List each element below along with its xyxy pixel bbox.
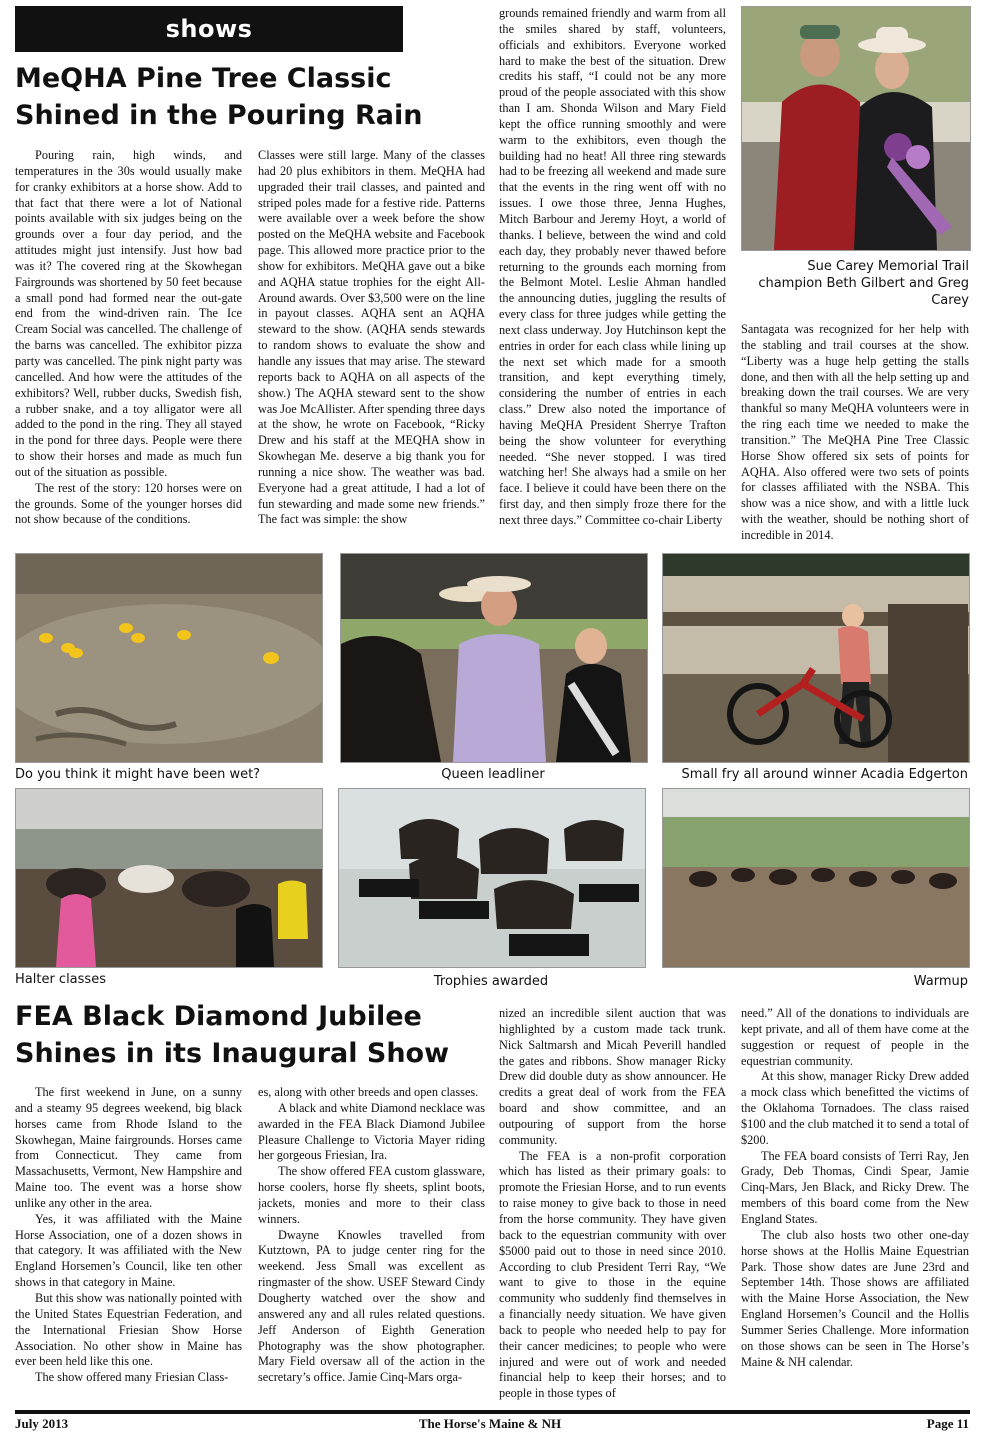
article2-headline-line1: FEA Black Diamond Jubilee bbox=[15, 1001, 422, 1032]
trophies-photo bbox=[338, 788, 646, 968]
paragraph: The FEA is a non-profit corporation which has listed as their primary goals: to promote the Friesian Horse, and to run events to raise money to give back to those in need from the horse community. They have given back to the equestrian community with over $5000 paid out to those in need since 2010. According to club President Terri Ray, “We want to give to those in the equine community who suddenly find themselves in a financially needy situation. We have given back to people who needed help to pay for their cancer medicines; to people who were injured and were out of work and needed financial help to keep their horses; and to people in those types of bbox=[499, 1148, 726, 1401]
paragraph: At this show, manager Ricky Drew added a mock class which benefitted the victims of the Oklahoma Tornadoes. The class raised $100 and the club matched it to send a total of $200. bbox=[741, 1069, 969, 1147]
article2-headline-line2: Shines in its Inaugural Show bbox=[15, 1038, 450, 1069]
section-label: shows bbox=[165, 15, 253, 43]
gallery-caption-2: Queen leadliner bbox=[441, 767, 545, 782]
paragraph: Pouring rain, high winds, and temperatures in the 30s would usually make for cranky exhibitors at a horse show. Add to that fact that there were a lot of National points available with six judges being on the grounds over a four day period, and the attitudes might just intensify. Just how bad was it? The covered ring at the Skowhegan Fairgrounds was shortened by 50 feet because a small pond had formed near the out-gate end from the wind-driven rain. The Ice Cream Social was cancelled. The challenge of the barns was cancelled. The exhibitor pizza party was cancelled. The pink night party was cancelled. And how were the attitudes of the exhibitors? Well, rubber ducks, Swedish fish, a rubber snake, and a toy alligator were all added to the pond in the ring. They all stayed in the pond for three days. People were there to show their horses and made as much fun out of the situation as possible. bbox=[15, 148, 242, 479]
paragraph: es, along with other breeds and open classes. bbox=[258, 1085, 479, 1099]
gallery-caption-3: Small fry all around winner Acadia Edgerton bbox=[681, 767, 968, 782]
article1-column-4 bbox=[741, 322, 969, 543]
queen-leadliner-photo bbox=[340, 553, 648, 763]
paragraph: need.” All of the donations to individuals are kept private, and all of them have come at the suggestion or request of people in the equestrian community. bbox=[741, 1006, 969, 1068]
paragraph: Yes, it was affiliated with the Maine Horse Association, one of a dozen shows in that category. It was affiliated with the New England Horsemen’s Council, like ten other shows in that category in Maine. bbox=[15, 1211, 242, 1290]
article2-column-1 bbox=[15, 1085, 242, 1403]
gallery-caption-1: Do you think it might have been wet? bbox=[15, 767, 261, 782]
paragraph: nized an incredible silent auction that was highlighted by a custom made tack trunk. Nick Saltmarsh and Micah Peverill handled the gates and ribbons. Show manager Ricky Drew did double duty as show announcer. He credits a great deal of work from the FEA board and show committee, and an outpouring of support from the horse community. bbox=[499, 1006, 726, 1147]
paragraph: The club also hosts two other one-day horse shows at the Hollis Maine Equestrian Park. Those show dates are June 23rd and September 14th. Those shows are affiliated with the Maine Horse Association, the New England Horsemen’s Council and the Hollis Summer Series Challenge. More information on those shows can be seen in The Horse’s Maine & NH calendar. bbox=[741, 1227, 969, 1369]
article2-column-2 bbox=[258, 1085, 485, 1403]
article2-headline bbox=[15, 998, 485, 1072]
section-banner bbox=[15, 6, 403, 52]
paragraph: Dwayne Knowles travelled from Kutztown, PA to judge center ring for the weekend. Jess Small was excellent as ringmaster of the show. USEF Steward Cindy Dougherty watched over the show and answered any and all rules related questions. Jeff Anderson of Eighth Generation Photography was the show photographer. Mary Field oversaw all of the action in the secretary’s office. Jamie Cinq-Mars orga- bbox=[258, 1227, 485, 1385]
footer-date: July 2013 bbox=[15, 1416, 69, 1431]
paragraph: The rest of the story: 120 horses were on the grounds. Some of the younger horses did not show because of the conditions. bbox=[15, 480, 242, 527]
paragraph: The show offered many Friesian Class- bbox=[35, 1370, 229, 1385]
article1-headline bbox=[15, 60, 485, 134]
article2-column-3 bbox=[499, 1006, 726, 1403]
paragraph: Classes were still large. Many of the classes had 20 plus exhibitors in them. MeQHA had upgraded their trail classes, and painted and striped poles made for a festive ride. Patterns were available over a week before the show posted on the MeQHA website and Facebook page. This allowed more practice prior to the show for exhibitors. MeQHA gave out a bike and AQHA statue trophies for the eight All-Around awards. Over $3,500 were on the line in payout classes. AQHA sent an AQHA steward to the show. (AQHA sends stewards to random shows to evaluate the show and handle any issues that may arise. The steward reports back to AQHA on all aspects of the show.) The AQHA steward sent to the show was Joe McAllister. After spending three days at the show, he wrote on Facebook, “Ricky Drew and his staff at the MEQHA show in Skowhegan Me. deserve a big thank you for running a nice show. The weather was bad. Everyone had a great attitude, I had a lot of fun stewarding and made some new friends.” The fact was simple: the show bbox=[258, 148, 485, 527]
article1-headline-line2: Shined in the Pouring Rain bbox=[15, 100, 423, 131]
article1-column-1 bbox=[15, 148, 242, 543]
paragraph: grounds remained friendly and warm from all the smiles shared by staff, volunteers, officials and exhibitors. Everyone worked hard to make the best of the situation. Drew credits his staff, “I could not be any more proud of the people associated with this show than I am. Shonda Wilson and Mary Field kept the office running smoothly and were warm to the exhibitors, even though the building had no heat! All three ring stewards had to be freezing all weekend and made sure that the events in the ring went off with no issues. I owe those three, Jenna Hughes, Mitch Barbour and Jeremy Hoyt, a world of thanks. I believe, between the wind and cold each day, they probably never thawed before returning to the grounds each morning from the Belmont Motel. Leslie Ahman handled the announcing duties, juggling the results of every class for three judges while getting the next class underway. Joy Hutchinson kept the entries in order for each class while lining up the next set which made for a smooth transition, and kept everything timely, considering the number of entries in each class.” Drew also noted the importance of having MeQHA President Sherrye Trafton being the show volunteer for everything needed. “She never stopped. I was tired watching her! She always had a smile on her face. I believe it could have been there on the first day, and then simply froze there for the next three days.” Committee co-chair Liberty bbox=[499, 6, 726, 527]
paragraph: A black and white Diamond necklace was awarded in the FEA Black Diamond Jubilee Pleasure Challenge to Victoria Mayer riding her gorgeous Friesian, Ira. bbox=[258, 1100, 485, 1163]
trail-champion-photo bbox=[741, 6, 971, 251]
paragraph: Santagata was recognized for her help with the stabling and trail courses at the show. “Liberty was a huge help getting the stalls done, and then with all the help setting up and breaking down the trail courses. We are very thankful so many MeQHA volunteers were in the ring each time we needed to make the transition.” The MeQHA Pine Tree Classic Horse Show offered six sets of points for AQHA. Also offered were two sets of points for classes affiliated with the NSBA. This show was a nice show, and with a little luck with the weather, should be nothing short of incredible in 2014. bbox=[741, 322, 969, 542]
small-fry-winner-photo bbox=[662, 553, 970, 763]
article1-headline-line1: MeQHA Pine Tree Classic bbox=[15, 63, 392, 94]
article1-column-3 bbox=[499, 6, 726, 543]
gallery-caption-5: Trophies awarded bbox=[433, 974, 549, 989]
paragraph: The first weekend in June, on a sunny and a steamy 95 degrees weekend, big black horses came from Rhode Island to the Skowhegan, Maine fairgrounds. Horses came from Connecticut. They came from Massachusetts, Vermont, New Hampshire and Maine too. The event was a horse show unlike any other in the area. bbox=[15, 1085, 242, 1210]
footer-publication: The Horse's Maine & NH bbox=[418, 1416, 562, 1431]
halter-classes-photo bbox=[15, 788, 323, 968]
warmup-photo bbox=[662, 788, 970, 968]
paragraph: The show offered FEA custom glassware, horse coolers, horse fly sheets, splint boots, jackets, monies and more to their class winners. bbox=[258, 1164, 485, 1226]
rubber-ducks-photo bbox=[15, 553, 323, 763]
gallery-caption-6: Warmup bbox=[913, 974, 968, 989]
footer-rule bbox=[15, 1410, 970, 1414]
footer-page-number: Page 11 bbox=[926, 1416, 969, 1431]
paragraph: But this show was nationally pointed with the United States Equestrian Federation, and the International Friesian Show Horse Association. No other show in Maine has ever been held like this one. bbox=[15, 1290, 242, 1369]
paragraph: The FEA board consists of Terri Ray, Jen Grady, Deb Thomas, Cindi Spear, Jamie Cinq-Mars, Jen Black, and Ricky Drew. The members of this board come from the New England States. bbox=[741, 1148, 969, 1226]
gallery-caption-4: Halter classes bbox=[15, 972, 106, 987]
trail-champion-caption: Sue Carey Memorial Trail champion Beth Gilbert and Greg Carey bbox=[758, 259, 969, 308]
article1-column-2 bbox=[258, 148, 485, 543]
article2-column-4 bbox=[741, 1006, 969, 1403]
